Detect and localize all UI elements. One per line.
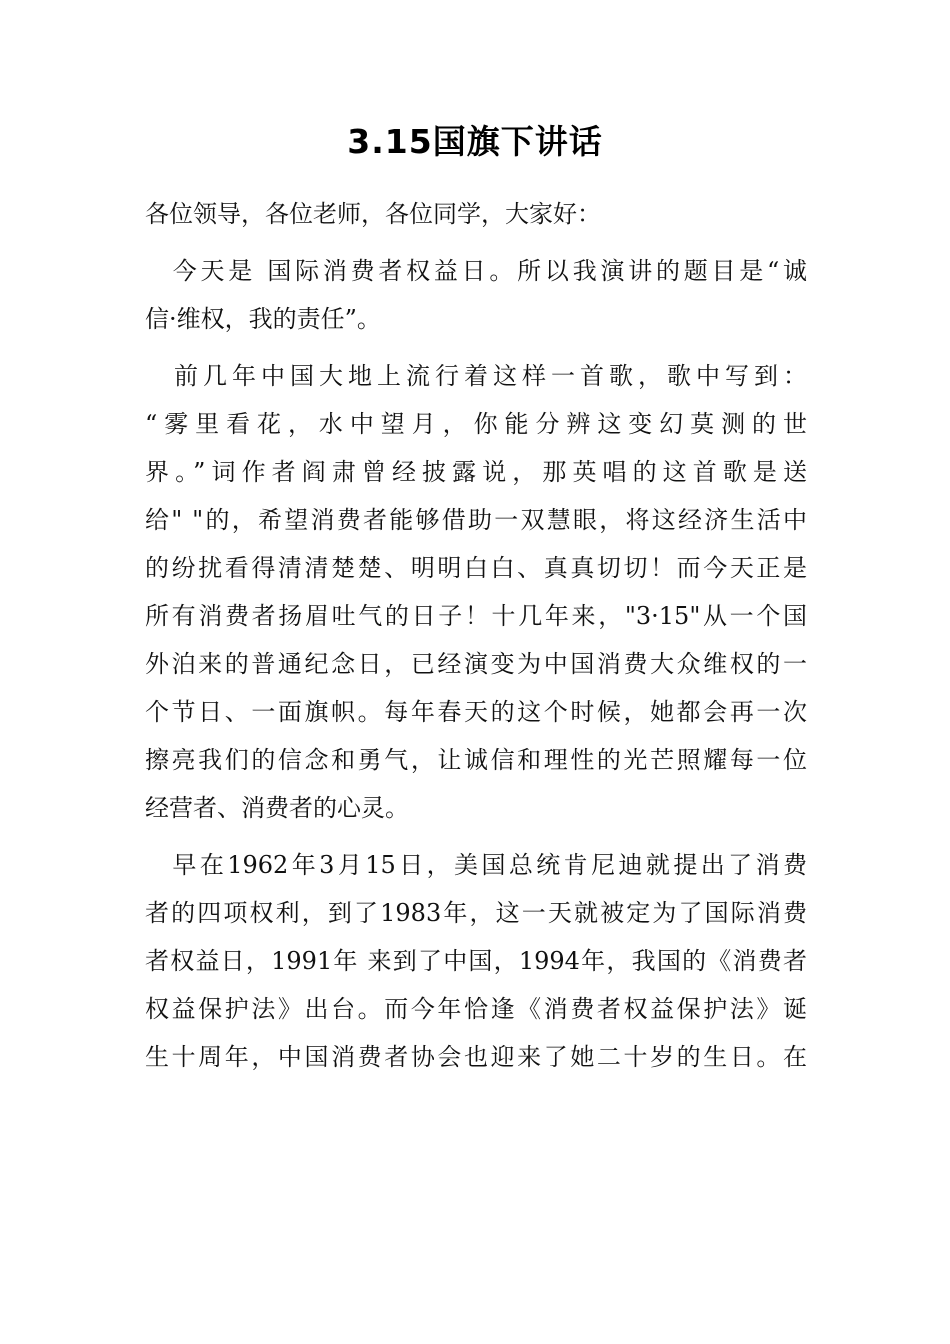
paragraph-line: 前几年中国大地上流行着这样一首歌，歌中写到： (145, 362, 807, 390)
document-title: 3.15国旗下讲话 (347, 122, 603, 161)
paragraph-line: 者权益日，1991年 来到了中国，1994年，我国的《消费者 (145, 947, 807, 975)
paragraph-line: “雾里看花，水中望月，你能分辨这变幻莫测的世 (145, 410, 807, 438)
paragraph-line: 个节日、一面旗帜。每年春天的这个时候，她都会再一次 (145, 698, 807, 726)
paragraph-line: 所有消费者扬眉吐气的日子！十几年来，"3·15"从一个国 (145, 602, 807, 630)
paragraph-song (145, 352, 807, 832)
paragraph-history (145, 841, 807, 1081)
paragraph-line: 权益保护法》出台。而今年恰逢《消费者权益保护法》诞 (145, 995, 807, 1023)
paragraph-line: 信·维权，我的责任”。 (145, 305, 381, 333)
paragraph-line: 今天是 国际消费者权益日。所以我演讲的题目是“诚 (145, 257, 807, 285)
document-body (145, 190, 807, 1081)
paragraph-line: 早在1962年3月15日，美国总统肯尼迪就提出了消费 (145, 851, 807, 879)
paragraph-line: 外泊来的普通纪念日，已经演变为中国消费大众维权的一 (145, 650, 807, 678)
paragraph-line: 经营者、消费者的心灵。 (145, 794, 409, 822)
paragraph-greeting (145, 190, 807, 238)
paragraph-line: 各位领导，各位老师，各位同学，大家好： (145, 200, 601, 228)
paragraph-line: 者的四项权利，到了1983年，这一天就被定为了国际消费 (145, 899, 807, 927)
paragraph-line: 界。”词作者阎肃曾经披露说，那英唱的这首歌是送 (145, 458, 807, 486)
paragraph-intro (145, 247, 807, 343)
paragraph-line: 生十周年，中国消费者协会也迎来了她二十岁的生日。在 (145, 1043, 807, 1071)
paragraph-line: 的纷扰看得清清楚楚、明明白白、真真切切！而今天正是 (145, 554, 807, 582)
paragraph-line: 给" "的，希望消费者能够借助一双慧眼，将这经济生活中 (145, 506, 807, 534)
paragraph-line: 擦亮我们的信念和勇气，让诚信和理性的光芒照耀每一位 (145, 746, 807, 774)
